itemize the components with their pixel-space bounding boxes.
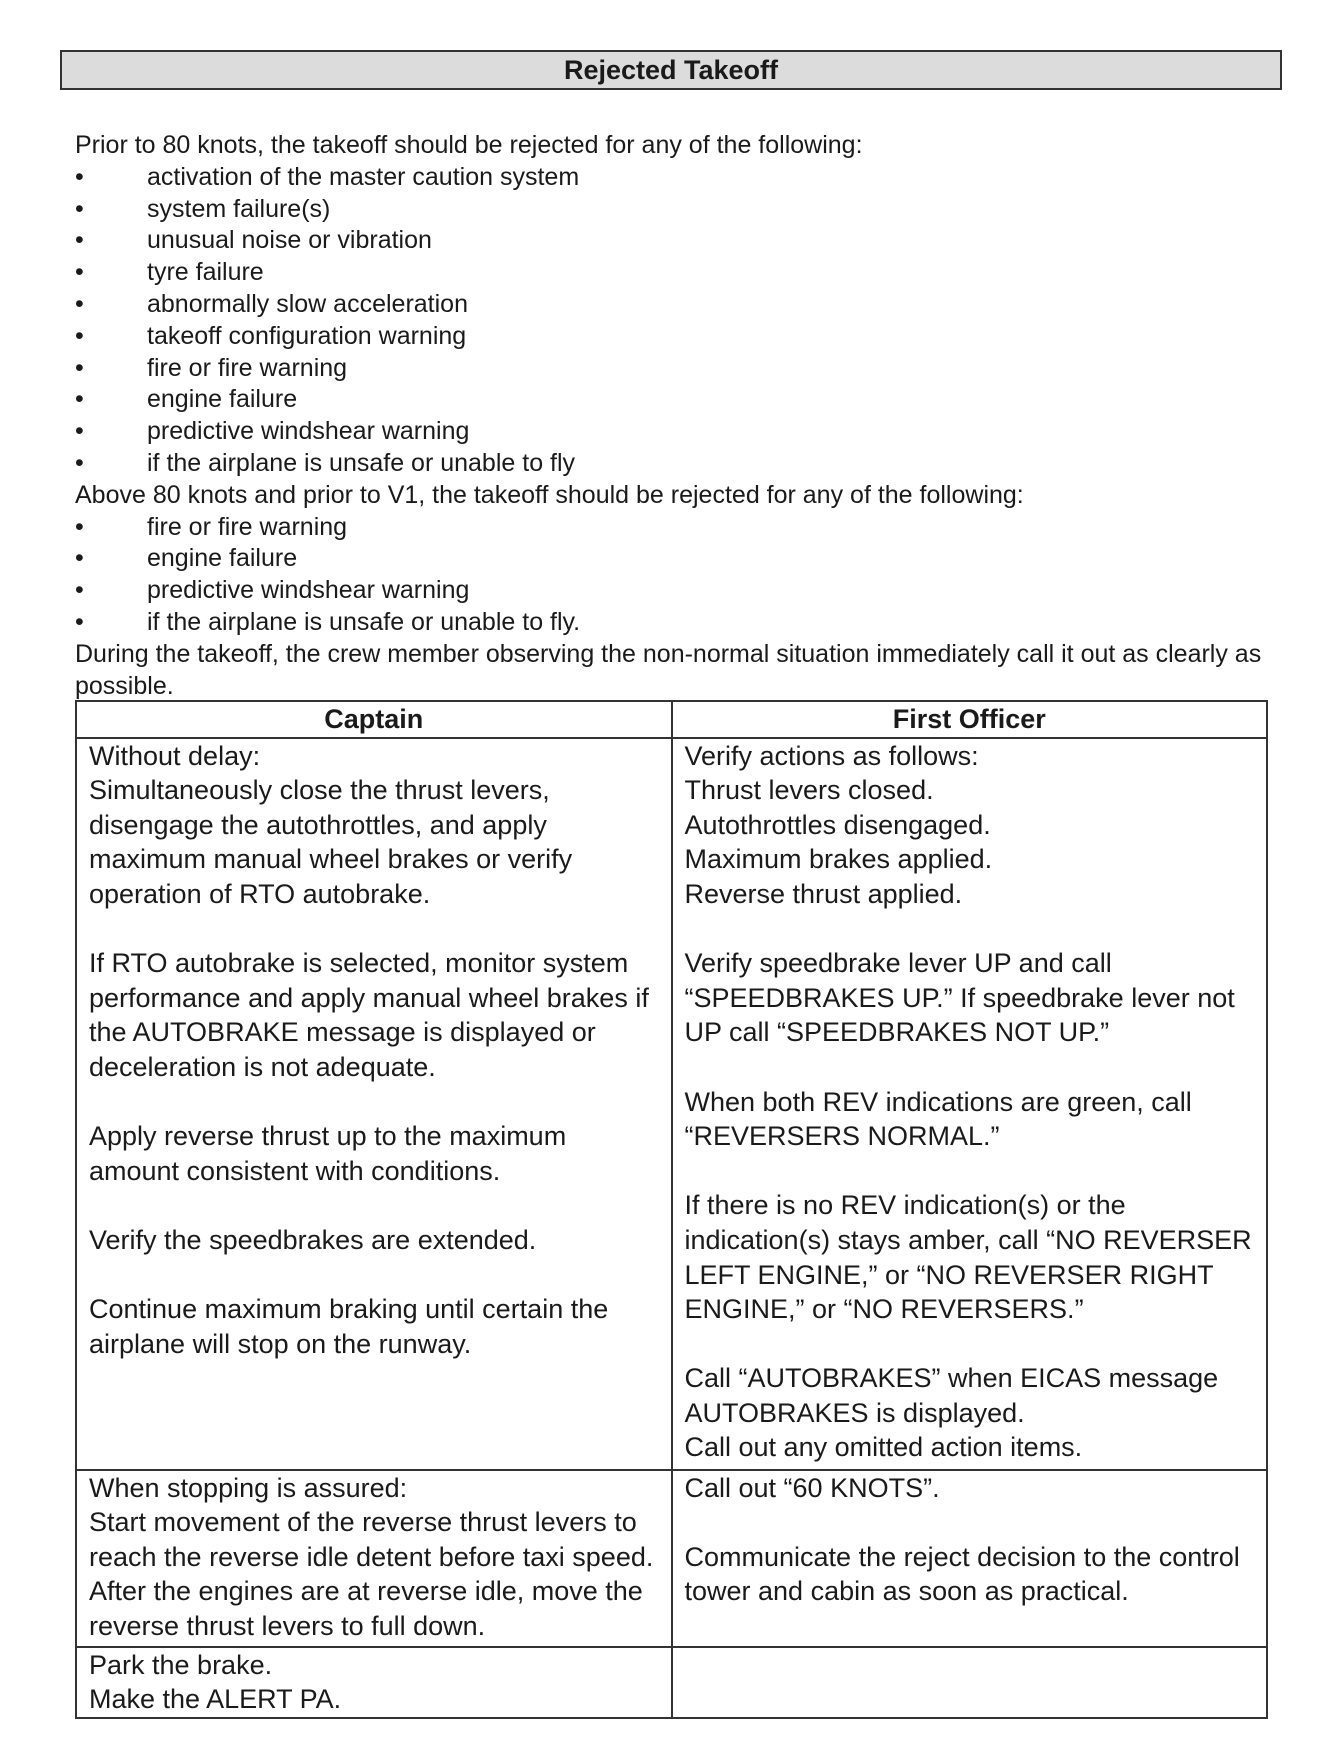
captain-header: Captain [76, 701, 672, 738]
captain-cell: Without delay: Simultaneously close the thrust levers, disengage the autothrottles, and apply maximum manual wheel brakes or verify operation of RTO autobrake. If RTO autobrake is selected, monitor system performance and apply manual wheel brakes if the AUTOBRAKE message is displayed or deceleration is not adequate. Apply reverse thrust up to the maximum amount consistent with conditions. Verify the speedbrakes are extended. Continue maximum braking until certain the airplane will stop on the runway. [76, 738, 672, 1470]
intro-section [75, 130, 1305, 702]
bullet-icon: • [75, 576, 84, 605]
captain-cell: When stopping is assured: Start movement of the reverse thrust levers to reach the reverse idle detent before taxi speed. After the engines are at reverse idle, move the reverse thrust levers to full down. [76, 1470, 672, 1647]
bullet-icon: • [75, 289, 84, 318]
list-item: • fire or fire warning [75, 353, 1305, 385]
bullet-icon: • [75, 448, 84, 477]
first-officer-header: First Officer [672, 701, 1268, 738]
bullet-icon: • [75, 321, 84, 350]
list-item: • activation of the master caution system [75, 162, 1305, 194]
bullet-icon: • [75, 607, 84, 636]
list-item: • predictive windshear warning [75, 575, 1305, 607]
list-item: • takeoff configuration warning [75, 321, 1305, 353]
table-row [76, 1470, 1267, 1647]
bullet-icon: • [75, 162, 84, 191]
bullet-icon: • [75, 258, 84, 287]
list-item: • system failure(s) [75, 194, 1305, 226]
above80-list [75, 512, 1305, 639]
above80-heading: Above 80 knots and prior to V1, the takeoff should be rejected for any of the following: [75, 480, 1024, 509]
list-item: • engine failure [75, 384, 1305, 416]
prior80-heading: Prior to 80 knots, the takeoff should be rejected for any of the following: [75, 131, 863, 159]
first-officer-cell: Verify actions as follows: Thrust levers closed. Autothrottles disengaged. Maximum brakes applied. Reverse thrust applied. Verify speedbrake lever UP and call “SPEEDBRAKES UP.” If speedbrake lever not UP call “SPEEDBRAKES NOT UP.” When both REV indications are green, call “REVERSERS NORMAL.” If there is no REV indication(s) or the indication(s) stays amber, call “NO REVERSER LEFT ENGINE,” or “NO REVERSER RIGHT ENGINE,” or “NO REVERSERS.” Call “AUTOBRAKES” when EICAS message AUTOBRAKES is displayed. Call out any omitted action items. [672, 738, 1268, 1470]
list-item: • predictive windshear warning [75, 416, 1305, 448]
list-item: • engine failure [75, 543, 1305, 575]
closing-statement: During the takeoff, the crew member observing the non-normal situation immediately call it out as clearly as possible. [75, 639, 1262, 700]
bullet-icon: • [75, 417, 84, 446]
table-row [76, 738, 1267, 1470]
list-item: • fire or fire warning [75, 512, 1305, 544]
list-item: • if the airplane is unsafe or unable to fly. [75, 607, 1305, 639]
captain-cell: Park the brake. Make the ALERT PA. [76, 1647, 672, 1718]
bullet-icon: • [75, 385, 84, 414]
bullet-icon: • [75, 544, 84, 573]
bullet-icon: • [75, 226, 84, 255]
prior80-list [75, 162, 1305, 480]
page-title: Rejected Takeoff [60, 50, 1282, 90]
procedure-table [75, 700, 1268, 1719]
list-item: • abnormally slow acceleration [75, 289, 1305, 321]
bullet-icon: • [75, 194, 84, 223]
first-officer-cell: Call out “60 KNOTS”. Communicate the reject decision to the control tower and cabin as soon as practical. [672, 1470, 1268, 1647]
first-officer-cell [672, 1647, 1268, 1718]
bullet-icon: • [75, 353, 84, 382]
list-item: • tyre failure [75, 257, 1305, 289]
list-item: • unusual noise or vibration [75, 225, 1305, 257]
list-item: • if the airplane is unsafe or unable to fly [75, 448, 1305, 480]
table-row [76, 1647, 1267, 1718]
bullet-icon: • [75, 512, 84, 541]
